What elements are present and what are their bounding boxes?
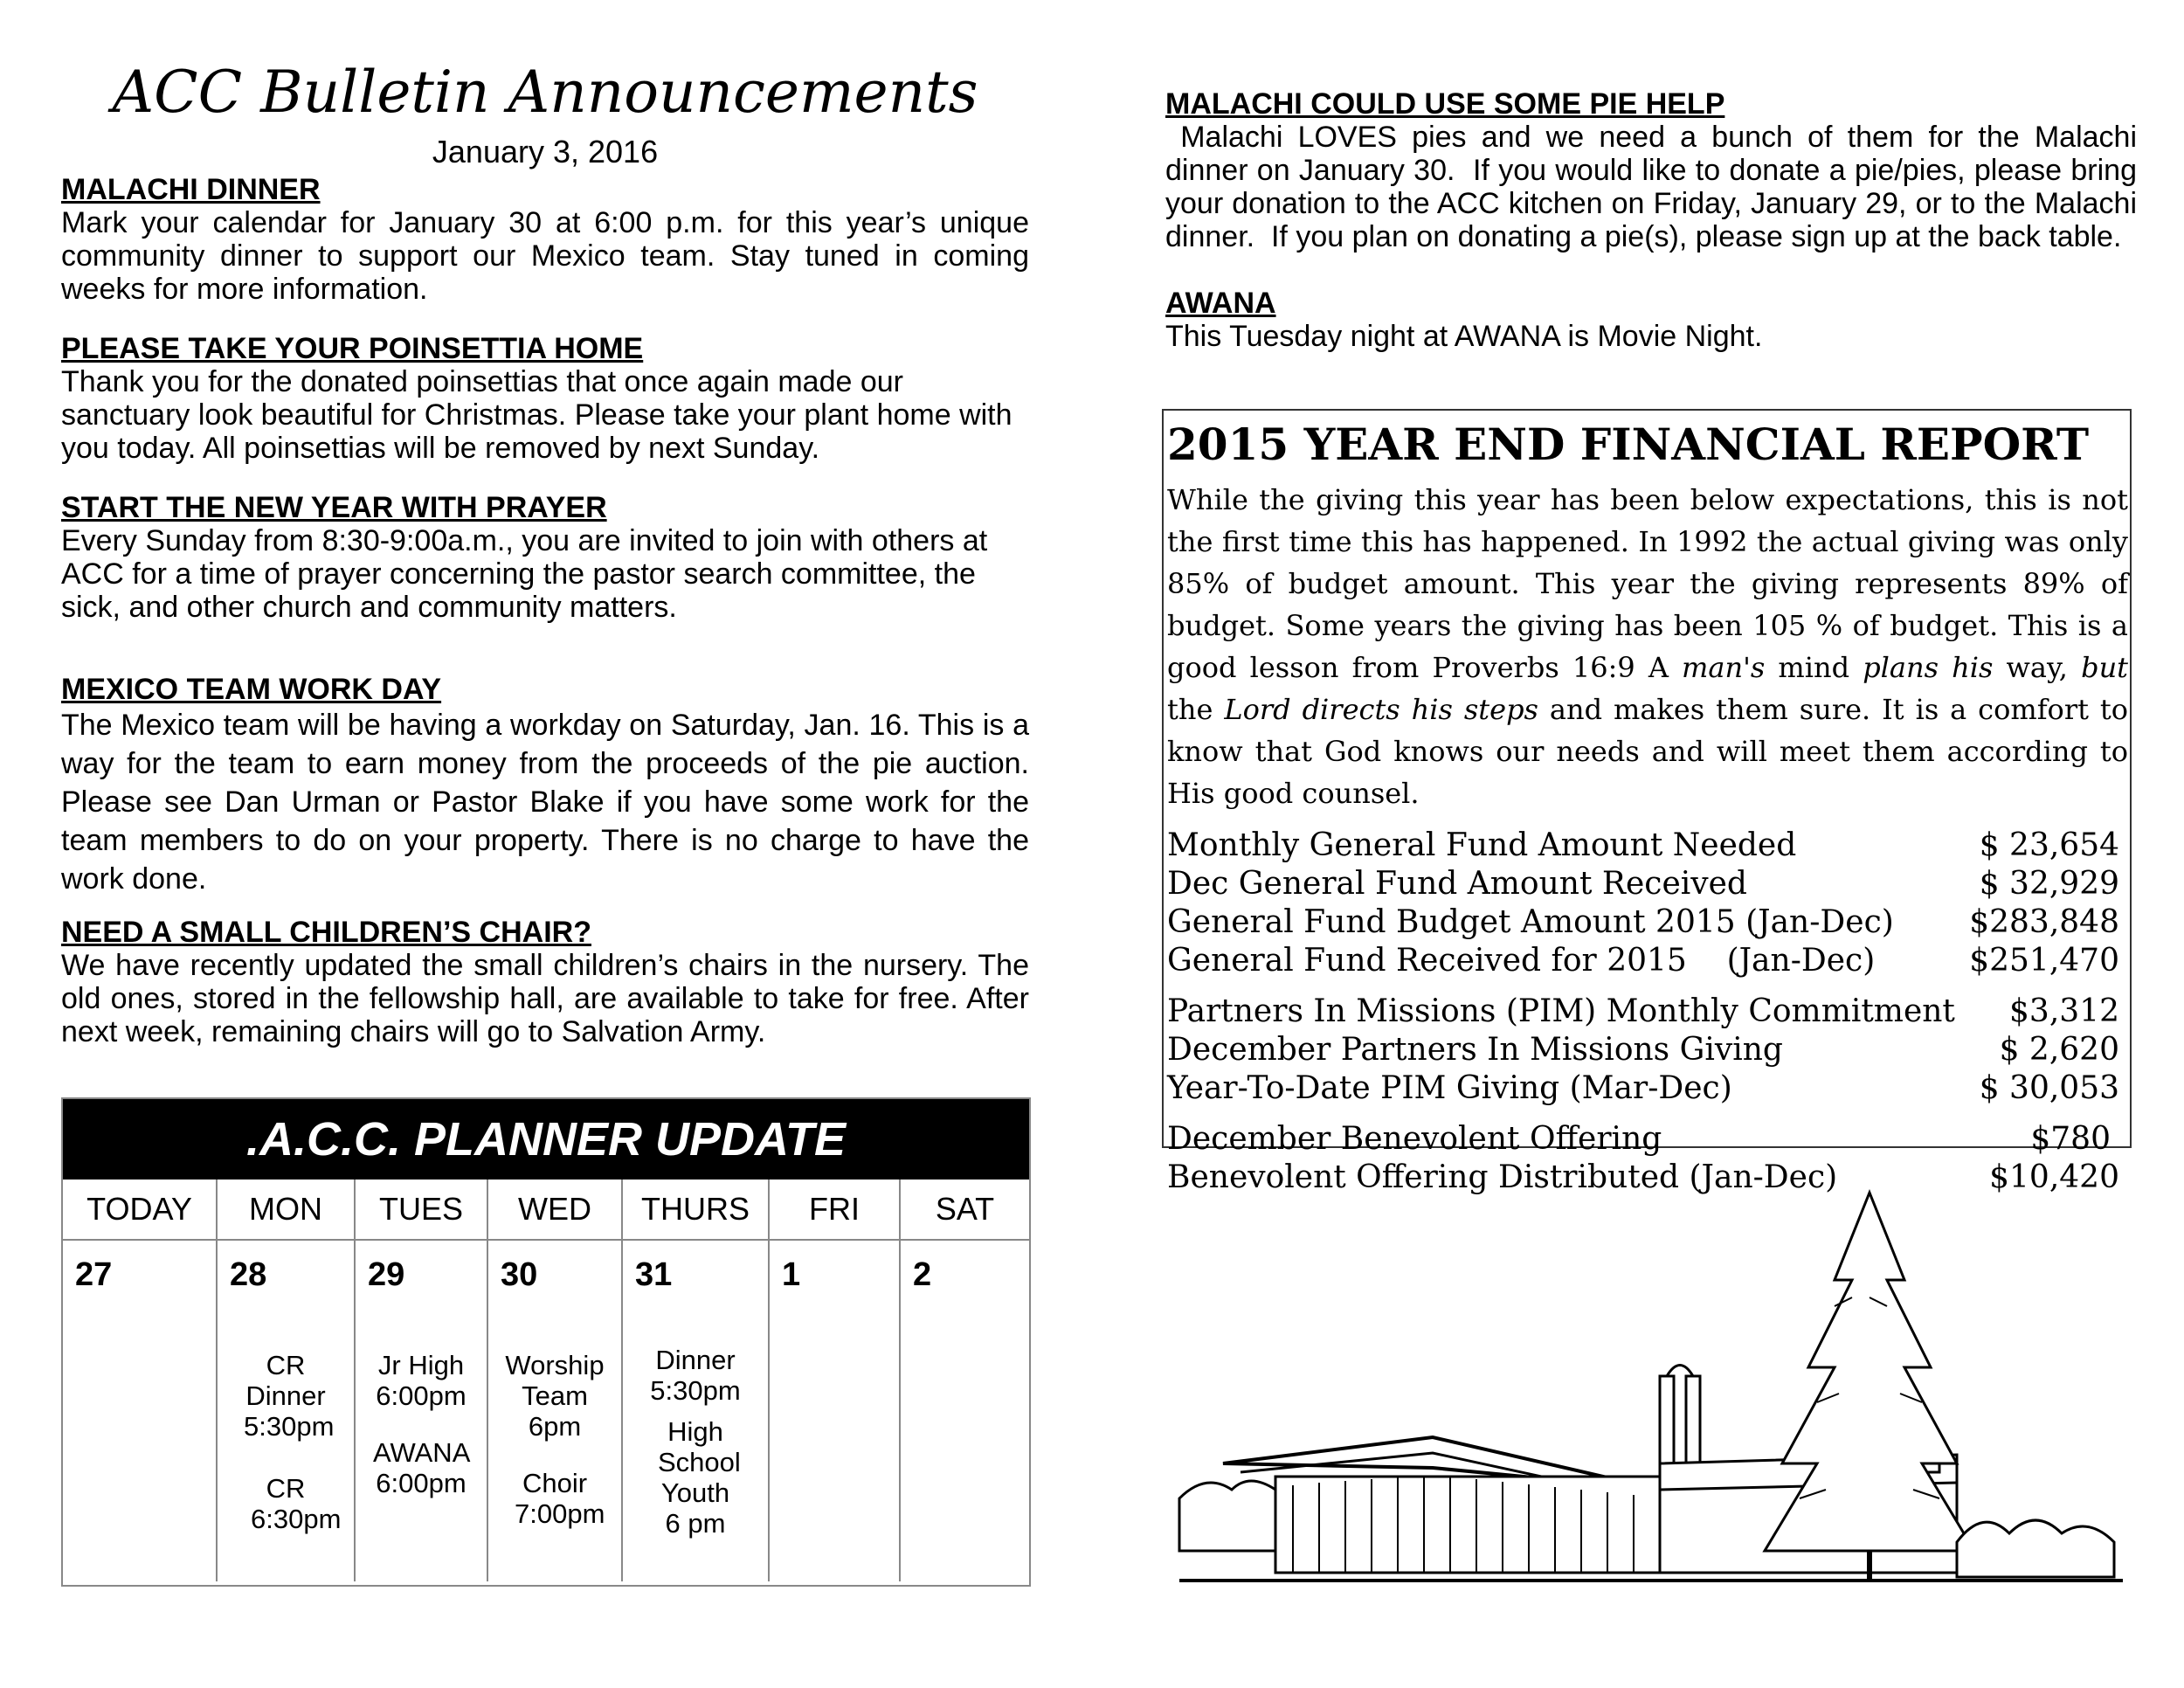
- day-cell-wed: [487, 1240, 622, 1581]
- day-number: 31: [635, 1256, 673, 1293]
- announcement-body: The Mexico team will be having a workday on Saturday, Jan. 16. This is a way for the team to earn money from the proceeds of the pie auction. Please see Dan Urman or Pastor Blake if you have some work for the team members to do on your property. There is no charge to have the work done.: [61, 709, 1029, 896]
- event-item: AWANA 6:00pm: [373, 1437, 471, 1498]
- announcement-awana: [1165, 287, 2137, 353]
- day-number: 28: [230, 1256, 267, 1293]
- fin-row: Benevolent Offering Distributed (Jan-Dec) $10,420: [1167, 1159, 2119, 1195]
- day-cell-sat: [900, 1240, 1029, 1581]
- day-number: 27: [75, 1256, 113, 1293]
- fin-row: Partners In Missions (PIM) Monthly Commitment $3,312: [1167, 993, 2119, 1029]
- event-item: CR Dinner 5:30pm: [244, 1350, 335, 1442]
- right-column: [1165, 87, 2146, 353]
- event-item: Dinner 5:30pm: [650, 1345, 741, 1406]
- announcement-body: Malachi LOVES pies and we need a bunch of them for the Malachi dinner on January 30. If you would like to donate a pie/pies, please bring your donation to the ACC kitchen on Friday, January 29, or to the Malachi dinner. If you plan on donating a pie(s), please sign up at the back table.: [1165, 121, 2146, 253]
- planner-title: .A.C.C. PLANNER UPDATE: [63, 1099, 1029, 1180]
- day-number: 29: [368, 1256, 405, 1293]
- day-label-sat: SAT: [900, 1180, 1029, 1240]
- financial-report-paragraph: While the giving this year has been below expectations, this is not the first time this has happened. In 1992 the actual giving was only 85% of budget amount. This year the giving represents 89% of budget. Some years the giving has been 105 % of budget. This is a good lesson from Proverbs 16:9 A man's mind plans his way, but the Lord directs his steps and makes them sure. It is a comfort to know that God knows our needs and will meet them according to His good counsel.: [1167, 483, 2129, 810]
- day-number: 1: [782, 1256, 801, 1293]
- church-illustration: [1171, 1175, 2132, 1595]
- left-column: [61, 52, 1029, 1048]
- announcement-heading: MEXICO TEAM WORK DAY: [61, 673, 442, 706]
- announcement-heading: MALACHI DINNER: [61, 173, 321, 206]
- planner-days-row: [63, 1240, 1029, 1581]
- fin-row: General Fund Budget Amount 2015 (Jan-Dec) $283,848: [1167, 904, 2119, 940]
- planner-calendar: [61, 1097, 1031, 1587]
- announcement-body: Every Sunday from 8:30-9:00a.m., you are invited to join with others at ACC for a time of prayer concerning the pastor search committee, the sick, and other church and community matters.: [61, 524, 988, 624]
- day-number: 30: [501, 1256, 538, 1293]
- announcement-body: This Tuesday night at AWANA is Movie Night.: [1165, 320, 1763, 353]
- day-label-thurs: THURS: [622, 1180, 769, 1240]
- fin-row: December Partners In Missions Giving $ 2,620: [1167, 1032, 2119, 1068]
- general-fund-group: [1167, 827, 2128, 980]
- day-cell-tues: [355, 1240, 487, 1581]
- announcement-body: We have recently updated the small children’s chairs in the nursery. The old ones, stored in the fellowship hall, are available to take for free. After next week, remaining chairs will go to Salvation Army.: [61, 949, 1029, 1048]
- fin-row: Year-To-Date PIM Giving (Mar-Dec) $ 30,053: [1167, 1070, 2119, 1106]
- announcement-prayer: [61, 491, 1029, 624]
- announcement-mexico-work-day: [61, 673, 1029, 898]
- day-number: 2: [913, 1256, 932, 1293]
- announcement-body: Thank you for the donated poinsettias that once again made our sanctuary look beautiful for Christmas. Please take your plant home with you today. All poinsettias will be removed by next Sunday.: [61, 365, 1013, 465]
- day-cell-thurs: [622, 1240, 769, 1581]
- day-label-tues: TUES: [355, 1180, 487, 1240]
- day-cell-today: [63, 1240, 217, 1581]
- announcement-heading: PLEASE TAKE YOUR POINSETTIA HOME: [61, 332, 644, 365]
- bulletin-title: ACC Bulletin Announcements: [112, 59, 978, 126]
- announcement-heading: START THE NEW YEAR WITH PRAYER: [61, 491, 607, 524]
- event-item: Jr High 6:00pm: [376, 1350, 467, 1411]
- pim-group: [1167, 993, 2128, 1108]
- day-cell-fri: [769, 1240, 900, 1581]
- fin-row: December Benevolent Offering $780: [1167, 1121, 2111, 1157]
- announcement-body: Mark your calendar for January 30 at 6:00 p.m. for this year’s unique community dinner to support our Mexico team. Stay tuned in coming weeks for more information.: [61, 206, 1029, 306]
- fin-row: General Fund Received for 2015 (Jan-Dec) $251,470: [1167, 943, 2119, 979]
- event-item: Choir 7:00pm: [515, 1468, 605, 1529]
- fin-row: Monthly General Fund Amount Needed $ 23,654: [1167, 827, 2119, 863]
- financial-report-title: 2015 YEAR END FINANCIAL REPORT: [1167, 419, 2090, 470]
- announcement-malachi-dinner: [61, 173, 1029, 306]
- fin-row: Dec General Fund Amount Received $ 32,929: [1167, 866, 2119, 902]
- planner-table: [63, 1180, 1029, 1581]
- event-item: Worship Team 6pm: [505, 1350, 605, 1442]
- announcement-heading: NEED A SMALL CHILDREN’S CHAIR?: [61, 916, 591, 949]
- announcement-pie-help: [1165, 87, 2146, 253]
- day-label-mon: MON: [217, 1180, 355, 1240]
- announcement-childrens-chair: [61, 916, 1029, 1048]
- day-label-today: TODAY: [63, 1180, 217, 1240]
- day-label-wed: WED: [487, 1180, 622, 1240]
- day-label-fri: FRI: [769, 1180, 900, 1240]
- day-cell-mon: [217, 1240, 355, 1581]
- announcement-heading: MALACHI COULD USE SOME PIE HELP: [1165, 87, 1725, 121]
- event-item: High School Youth 6 pm: [658, 1416, 741, 1539]
- announcement-poinsettia: [61, 332, 1029, 465]
- financial-report: [1162, 409, 2132, 1195]
- bulletin-date: January 3, 2016: [432, 134, 659, 169]
- planner-header-row: [63, 1180, 1029, 1240]
- event-item: CR 6:30pm: [251, 1473, 342, 1534]
- announcement-heading: AWANA: [1165, 287, 1276, 320]
